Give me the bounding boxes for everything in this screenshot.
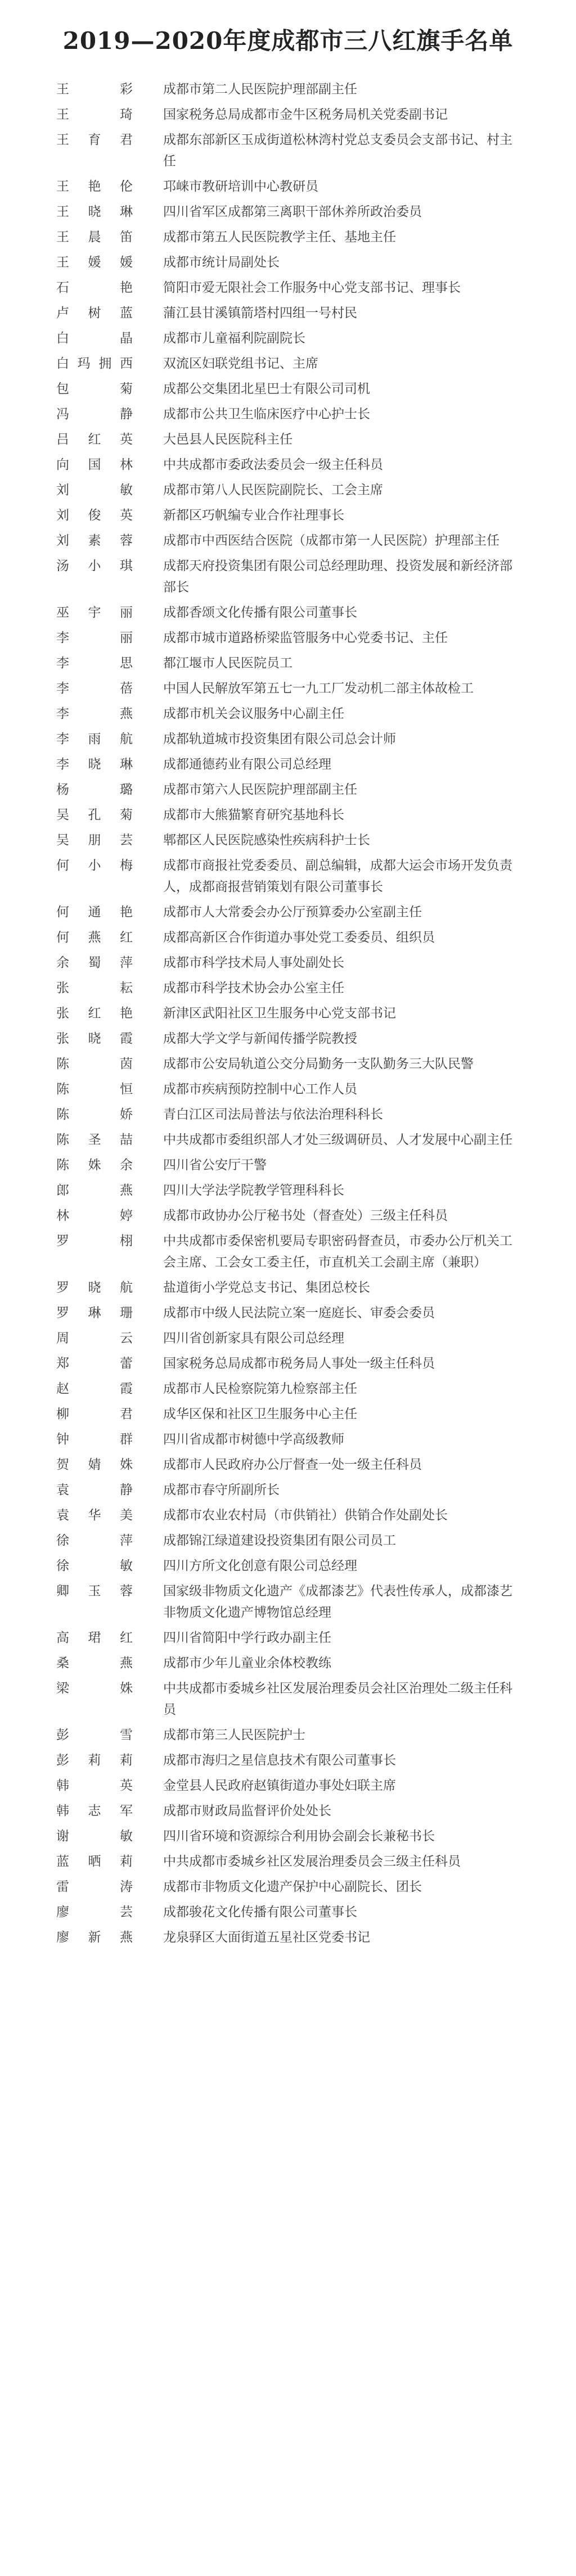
list-item [56, 678, 520, 699]
list-item [56, 1205, 520, 1226]
person-name: 王彩 [56, 82, 133, 97]
list-item [56, 1353, 520, 1374]
person-name: 袁静 [56, 1483, 133, 1497]
list-item [56, 1003, 520, 1024]
person-title: 中共成都市委政法委员会一级主任科员 [163, 458, 383, 472]
person-title: 青白江区司法局普法与依法治理科科长 [163, 1107, 383, 1122]
list-item [56, 602, 520, 623]
person-title: 四川省公安厅干警 [163, 1158, 267, 1172]
person-name: 雷涛 [56, 1880, 133, 1894]
person-name: 吴孔菊 [56, 808, 133, 822]
person-title: 成都锦江绿道建设投资集团有限公司员工 [163, 1533, 396, 1548]
person-title: 成华区保和社区卫生服务中心主任 [163, 1407, 357, 1421]
person-title: 成都市公共卫生临床医疗中心护士长 [163, 407, 370, 422]
person-title: 成都市第八人民医院副院长、工会主席 [163, 483, 383, 497]
person-title: 成都市第六人民医院护理部副主任 [163, 782, 357, 797]
person-title: 中共成都市委城乡社区发展治理委员会三级主任科员 [163, 1854, 461, 1869]
person-title: 中国人民解放军第五七一九工厂发动机二部主体故检工 [163, 681, 474, 696]
list-item [56, 1775, 520, 1796]
person-name: 刘俊英 [56, 508, 133, 523]
person-name: 赵霞 [56, 1382, 133, 1396]
person-name: 汤小琪 [56, 559, 133, 573]
list-item [56, 1277, 520, 1298]
name-list [56, 79, 520, 1948]
person-title: 成都市人民政府办公厅督查一处一级主任科员 [163, 1457, 422, 1472]
list-item [56, 902, 520, 923]
list-item [56, 703, 520, 725]
person-title: 四川大学法学院教学管理科科长 [163, 1183, 344, 1198]
person-name: 王育君 [56, 133, 133, 147]
person-title: 中共成都市委城乡社区发展治理委员会社区治理处二级主任科员 [163, 1681, 512, 1717]
list-item [56, 1902, 520, 1923]
person-title: 成都市中级人民法院立案一庭庭长、审委会委员 [163, 1306, 435, 1320]
person-name: 陈姝余 [56, 1158, 133, 1172]
person-name: 林婷 [56, 1208, 133, 1223]
list-item [56, 454, 520, 476]
person-name: 卿玉蓉 [56, 1584, 133, 1599]
person-title: 郫都区人民医院感染性疾病科护士长 [163, 833, 370, 848]
person-title: 成都大学文学与新闻传播学院教授 [163, 1031, 357, 1046]
person-title: 成都市第三人民医院护士 [163, 1728, 305, 1742]
person-name: 王琦 [56, 107, 133, 122]
list-item [56, 754, 520, 775]
person-title: 简阳市爱无限社会工作服务中心党支部书记、理事长 [163, 280, 461, 295]
list-item [56, 1429, 520, 1450]
person-title: 成都市科学技术协会办公室主任 [163, 981, 344, 995]
person-name: 陈恒 [56, 1082, 133, 1097]
person-name: 何小梅 [56, 858, 133, 873]
person-name: 余蜀萍 [56, 956, 133, 970]
person-name: 冯静 [56, 407, 133, 422]
list-item [56, 328, 520, 349]
person-title: 龙泉驿区大面街道五星社区党委书记 [163, 1930, 370, 1945]
list-item [56, 79, 520, 100]
list-item [56, 1053, 520, 1075]
person-title: 成都市大熊猫繁育研究基地科长 [163, 808, 344, 822]
person-name: 王晨笛 [56, 230, 133, 245]
person-name: 徐敏 [56, 1559, 133, 1573]
list-item [56, 830, 520, 851]
person-name: 廖新燕 [56, 1930, 133, 1945]
person-name: 彭雪 [56, 1728, 133, 1742]
person-title: 成都市政协办公厅秘书处（督查处）三级主任科员 [163, 1208, 448, 1223]
list-item [56, 201, 520, 223]
list-item [56, 1750, 520, 1771]
person-name: 石艳 [56, 280, 133, 295]
person-name: 韩志军 [56, 1804, 133, 1818]
person-title: 都江堰市人民医院员工 [163, 656, 292, 671]
person-title: 成都市财政局监督评价处处长 [163, 1804, 331, 1818]
list-item [56, 505, 520, 526]
list-item [56, 1129, 520, 1151]
person-title: 成都高新区合作街道办事处党工委委员、组织员 [163, 930, 435, 945]
list-item [56, 1328, 520, 1349]
list-item [56, 429, 520, 450]
person-name: 李蓓 [56, 681, 133, 696]
list-item [56, 530, 520, 551]
list-item [56, 1404, 520, 1425]
list-item [56, 252, 520, 273]
person-title: 成都市少年儿童业余体校教练 [163, 1656, 331, 1670]
list-item [56, 1851, 520, 1872]
person-title: 成都市春守所副所长 [163, 1483, 280, 1497]
person-name: 郑蕾 [56, 1356, 133, 1371]
person-name: 罗栩 [56, 1234, 133, 1248]
list-item [56, 653, 520, 674]
person-title: 四川省创新家具有限公司总经理 [163, 1331, 344, 1346]
list-item [56, 1180, 520, 1201]
person-title: 国家税务总局成都市金牛区税务局机关党委副书记 [163, 107, 448, 122]
list-item [56, 627, 520, 649]
person-name: 柳君 [56, 1407, 133, 1421]
person-name: 彭莉莉 [56, 1753, 133, 1768]
person-title: 四川方所文化创意有限公司总经理 [163, 1559, 357, 1573]
person-title: 邛崃市教研培训中心教研员 [163, 179, 318, 194]
person-name: 贺婧姝 [56, 1457, 133, 1472]
person-name: 周云 [56, 1331, 133, 1346]
list-item [56, 1826, 520, 1847]
person-title: 中共成都市委组织部人才处三级调研员、人才发展中心副主任 [163, 1133, 512, 1147]
person-name: 陈茵 [56, 1057, 133, 1071]
list-item [56, 1302, 520, 1324]
person-name: 吕红英 [56, 432, 133, 447]
person-name: 高珺红 [56, 1631, 133, 1645]
person-title: 蒲江县甘溪镇箭塔村四组一号村民 [163, 306, 357, 320]
person-name: 白玛拥西 [56, 356, 133, 371]
person-title: 国家级非物质文化遗产《成都漆艺》代表性传承人，成都漆艺非物质文化遗产博物馆总经理 [163, 1584, 512, 1620]
person-name: 李晓琳 [56, 757, 133, 772]
list-item [56, 1104, 520, 1125]
list-item [56, 779, 520, 800]
person-title: 成都市统计局副处长 [163, 255, 280, 270]
list-item [56, 927, 520, 948]
list-item [56, 1530, 520, 1551]
person-name: 王媛媛 [56, 255, 133, 270]
list-item [56, 1627, 520, 1649]
person-title: 成都骏花文化传播有限公司董事长 [163, 1905, 357, 1919]
list-item [56, 302, 520, 324]
person-name: 罗琳珊 [56, 1306, 133, 1320]
person-name: 桑燕 [56, 1656, 133, 1670]
person-title: 中共成都市委保密机要局专职密码督查员，市委办公厅机关工会主席、工会女工委主任，市直机关工会副主席（兼职） [163, 1234, 512, 1270]
list-item [56, 104, 520, 125]
person-title: 成都市科学技术局人事处副处长 [163, 956, 344, 970]
person-name: 陈娇 [56, 1107, 133, 1122]
list-item [56, 1378, 520, 1400]
person-title: 成都轨道城市投资集团有限公司总会计师 [163, 732, 396, 746]
person-title: 四川省成都市树德中学高级教师 [163, 1432, 344, 1447]
list-item [56, 1079, 520, 1100]
list-item [56, 804, 520, 826]
person-name: 蓝晒莉 [56, 1854, 133, 1869]
person-name: 王晓琳 [56, 205, 133, 219]
list-item [56, 977, 520, 999]
list-item [56, 479, 520, 501]
person-name: 袁华美 [56, 1508, 133, 1523]
person-name: 刘敏 [56, 483, 133, 497]
person-title: 成都市海归之星信息技术有限公司董事长 [163, 1753, 396, 1768]
person-title: 四川省军区成都第三离职干部休养所政治委员 [163, 205, 422, 219]
list-item [56, 1724, 520, 1746]
list-item [56, 1505, 520, 1526]
person-title: 成都香颂文化传播有限公司董事长 [163, 605, 357, 620]
person-title: 成都市人大常委会办公厅预算委办公室副主任 [163, 905, 422, 920]
person-name: 李雨航 [56, 732, 133, 746]
list-item [56, 1581, 520, 1623]
person-name: 张耘 [56, 981, 133, 995]
person-title: 成都通德药业有限公司总经理 [163, 757, 331, 772]
person-title: 大邑县人民医院科主任 [163, 432, 292, 447]
person-name: 徐萍 [56, 1533, 133, 1548]
person-name: 梁姝 [56, 1681, 133, 1696]
list-item [56, 1230, 520, 1273]
person-name: 杨璐 [56, 782, 133, 797]
person-name: 谢敏 [56, 1829, 133, 1844]
list-item [56, 1454, 520, 1475]
list-item [56, 855, 520, 898]
person-name: 向国林 [56, 458, 133, 472]
person-title: 成都市城市道路桥梁监管服务中心党委书记、主任 [163, 631, 448, 645]
person-name: 吴朋芸 [56, 833, 133, 848]
person-title: 盐道街小学党总支书记、集团总校长 [163, 1280, 370, 1295]
person-title: 成都市非物质文化遗产保护中心副院长、团长 [163, 1880, 422, 1894]
person-title: 成都公交集团北星巴士有限公司司机 [163, 382, 370, 396]
person-title: 成都市中西医结合医院（成都市第一人民医院）护理部主任 [163, 533, 500, 548]
person-name: 钟群 [56, 1432, 133, 1447]
person-title: 国家税务总局成都市税务局人事处一级主任科员 [163, 1356, 435, 1371]
person-name: 何通艳 [56, 905, 133, 920]
person-title: 四川省环境和资源综合利用协会副会长兼秘书长 [163, 1829, 435, 1844]
person-title: 成都市农业农村局（市供销社）供销合作处副处长 [163, 1508, 448, 1523]
person-title: 新都区巧帆编专业合作社理事长 [163, 508, 344, 523]
list-item [56, 1678, 520, 1721]
person-title: 成都市机关会议服务中心副主任 [163, 707, 344, 721]
person-name: 李丽 [56, 631, 133, 645]
person-name: 张晓霞 [56, 1031, 133, 1046]
person-title: 成都市第二人民医院护理部副主任 [163, 82, 357, 97]
person-name: 巫宇丽 [56, 605, 133, 620]
person-name: 王艳伦 [56, 179, 133, 194]
person-name: 张红艳 [56, 1006, 133, 1021]
person-name: 包菊 [56, 382, 133, 396]
person-name: 罗晓航 [56, 1280, 133, 1295]
person-title: 双流区妇联党组书记、主席 [163, 356, 318, 371]
person-name: 刘素蓉 [56, 533, 133, 548]
list-item [56, 176, 520, 197]
list-item [56, 1876, 520, 1898]
list-item [56, 1028, 520, 1049]
person-name: 郎燕 [56, 1183, 133, 1198]
list-item [56, 1800, 520, 1822]
person-title: 成都东部新区玉成街道松林湾村党总支委员会支部书记、村主任 [163, 133, 512, 169]
list-item [56, 1155, 520, 1176]
person-name: 卢树蓝 [56, 306, 133, 320]
list-item [56, 952, 520, 974]
person-name: 白晶 [56, 331, 133, 346]
list-item [56, 277, 520, 298]
person-name: 何燕红 [56, 930, 133, 945]
person-title: 成都市商报社党委委员、副总编辑，成都大运会市场开发负责人，成都商报营销策划有限公司董事长 [163, 858, 512, 894]
list-item [56, 1927, 520, 1948]
list-item [56, 555, 520, 598]
list-item [56, 227, 520, 248]
person-title: 四川省简阳中学行政办副主任 [163, 1631, 331, 1645]
list-item [56, 404, 520, 425]
list-item [56, 129, 520, 172]
person-title: 成都市儿童福利院副院长 [163, 331, 305, 346]
person-title: 成都市公安局轨道公交分局勤务一支队勤务三大队民警 [163, 1057, 474, 1071]
list-item [56, 1653, 520, 1674]
document-title: 2019—2020年度成都市三八红旗手名单 [62, 27, 514, 55]
person-name: 李思 [56, 656, 133, 671]
person-name: 李燕 [56, 707, 133, 721]
list-item [56, 728, 520, 750]
person-title: 成都市疾病预防控制中心工作人员 [163, 1082, 357, 1097]
person-title: 成都市第五人民医院教学主任、基地主任 [163, 230, 396, 245]
list-item [56, 378, 520, 400]
list-item [56, 353, 520, 374]
person-name: 韩英 [56, 1778, 133, 1793]
list-item [56, 1555, 520, 1577]
person-title: 成都市人民检察院第九检察部主任 [163, 1382, 357, 1396]
person-title: 金堂县人民政府赵镇街道办事处妇联主席 [163, 1778, 396, 1793]
person-title: 成都天府投资集团有限公司总经理助理、投资发展和新经济部部长 [163, 559, 512, 595]
list-item [56, 1479, 520, 1501]
person-title: 新津区武阳社区卫生服务中心党支部书记 [163, 1006, 396, 1021]
person-name: 陈圣喆 [56, 1133, 133, 1147]
person-name: 廖芸 [56, 1905, 133, 1919]
